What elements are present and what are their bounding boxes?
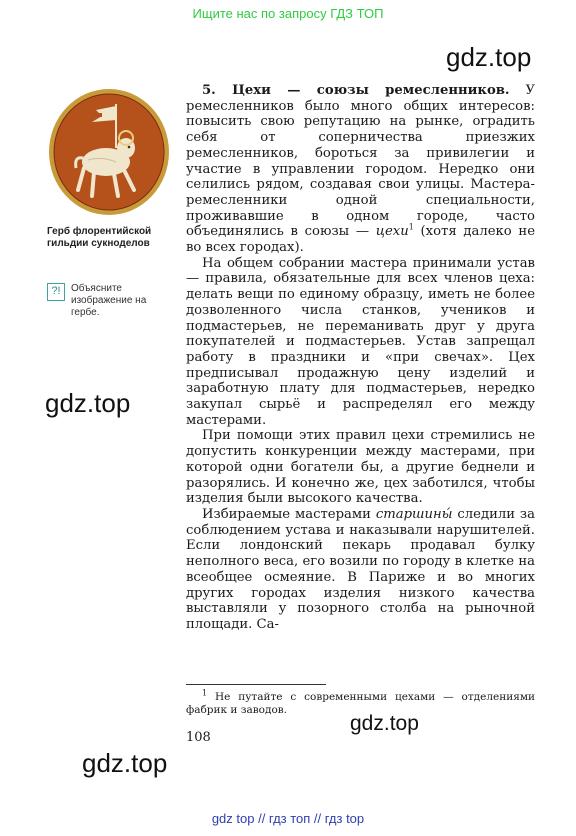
watermark: gdz.top [45, 388, 131, 418]
term: цехи [375, 224, 409, 240]
paragraph: При помощи этих правил цехи стремились не допустить конкуренции между мастерами, при которой одни богатели бы, а другие беднели и разорялись. И конечно же, цех заботился, чтобы изделия были высокого качества. [186, 428, 535, 507]
side-question: Объясните изображение на гербе. [71, 283, 147, 318]
paragraph [186, 507, 535, 633]
bottom-banner[interactable]: gdz top // гдз топ // гдз top [211, 811, 365, 826]
paragraph-text: Избираемые мастерами [202, 506, 376, 522]
paragraph-text: следили за соблюдением устава и наказывали нарушителей. Если лондонский пекарь продавал булку неполного веса, его возили по городу в клетке на всеобщее осмеяние. В Париже и во многих других городах изделия низкого качества выставляли у позорного столба на рыночной площади. Са- [186, 506, 535, 632]
main-text [186, 83, 535, 633]
paragraph-text: (хотя далеко не во всех городах). [186, 224, 535, 256]
footnote-ref[interactable]: 1 [408, 222, 414, 232]
watermark: gdz.top [446, 42, 532, 72]
top-banner[interactable]: Ищите нас по запросу ГДЗ ТОП [192, 6, 384, 21]
lamb-emblem-image [46, 86, 172, 218]
term: старшины́ [375, 506, 453, 522]
figure-caption: Герб флорентийской гильдии сукноделов [47, 226, 152, 249]
section-heading: 5. Цехи — союзы ремесленников. [202, 83, 510, 98]
watermark: gdz.top [82, 748, 168, 778]
paragraph: На общем собрании мастера принимали устав — правила, обязательные для всех членов цеха: делать вещи по единому образцу, иметь не более дозволенного числа станков, учеников и подмастерьев, не переманивать друг у друга покупателей и подмастерьев. Устав запрещал работу в праздники и «при свечах». Цех предписывал продажную цену изделий и заработную плату для подмастерьев, нередко закупал сырьё и распределял его между мастерами. [186, 255, 535, 428]
watermark: gdz.top [350, 712, 419, 735]
footnote-divider [186, 684, 326, 685]
paragraph [186, 83, 535, 256]
paragraph-text: У ремесленников было много общих интересов: повысить свою репутацию на рынке, оградить себя от соперничества приезжих ремесленников, бороться за привилегии и участие в управлении городом. Нередко они селились рядом, создавая свои улицы. Мастера-ремесленники одной специальности, проживавшие в одном городе, часто объединялись в союзы — [186, 83, 535, 240]
footnote-text: Не путайте с современными цехами — отделениями фабрик и заводов. [186, 691, 535, 716]
footnote-mark: 1 [202, 688, 208, 698]
footnote [186, 688, 535, 717]
question-icon: ?! [47, 283, 65, 301]
page-number: 108 [186, 730, 211, 745]
